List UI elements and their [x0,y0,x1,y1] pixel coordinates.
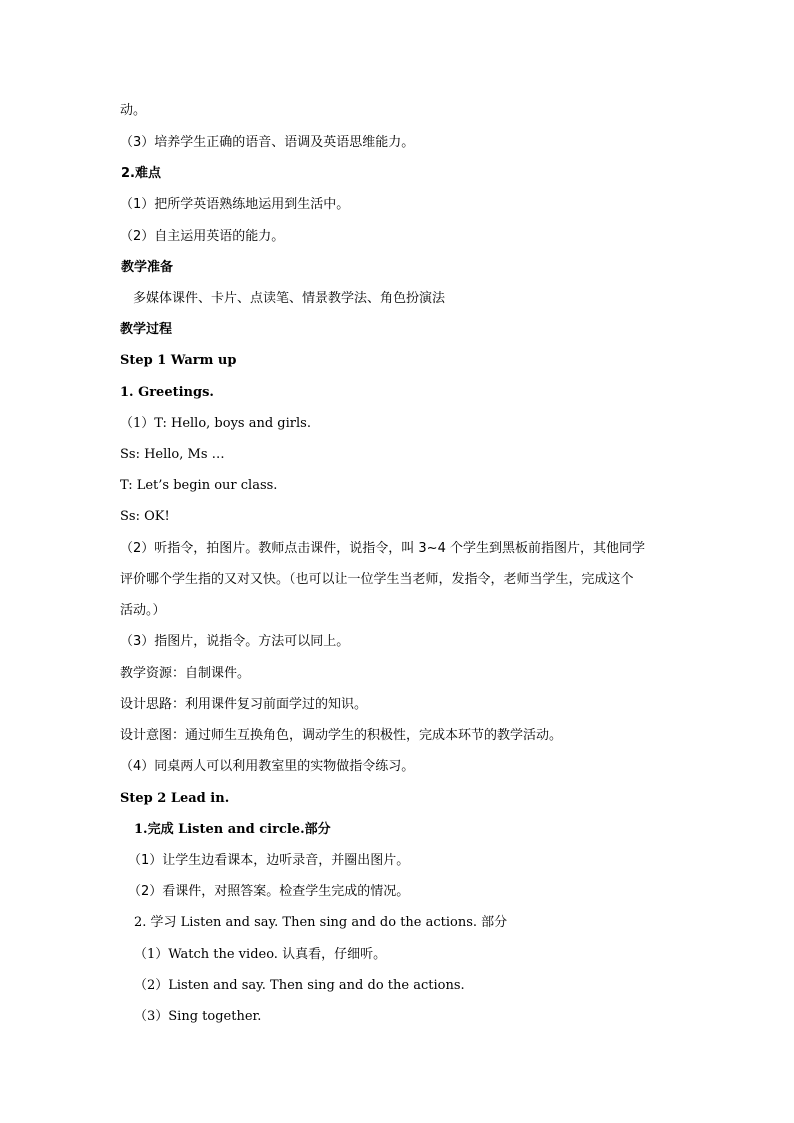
dialogue-line: Ss: Hello, Ms … [120,447,225,462]
text-line: 设计意图：通过师生互换角色，调动学生的积极性，完成本环节的教学活动。 [120,728,563,743]
text-line: 教学资源：自制课件。 [120,666,251,681]
dialogue-line: （1）T: Hello, boys and girls. [120,416,311,431]
dialogue-line: Ss: OK! [120,509,170,524]
subheading: 1.完成 Listen and circle.部分 [134,822,331,837]
text-line: （3）培养学生正确的语音、语调及英语思维能力。 [120,135,415,150]
text-line: （4）同桌两人可以利用教室里的实物做指令练习。 [120,759,415,774]
text-line: （2）自主运用英语的能力。 [120,229,285,244]
text-line: （2）看课件，对照答案。检查学生完成的情况。 [128,884,410,899]
text-line: 评价哪个学生指的又对又快。（也可以让一位学生当老师，发指令，老师当学生，完成这个 [120,572,634,587]
step-heading: Step 1 Warm up [120,353,237,368]
section-heading: 教学过程 [120,322,173,337]
text-line: （3）指图片，说指令。方法可以同上。 [120,634,350,649]
text-line: 设计思路：利用课件复习前面学过的知识。 [120,697,368,712]
step-heading: Step 2 Lead in. [120,791,230,806]
text-line: 活动。） [120,603,166,618]
section-heading: 教学准备 [121,260,174,275]
text-line: （1）让学生边看课本，边听录音，并圈出图片。 [128,853,410,868]
text-line: （1）Watch the video. 认真看，仔细听。 [134,947,387,962]
text-line: 多媒体课件、卡片、点读笔、情景教学法、角色扮演法 [133,291,446,306]
text-line: 动。 [120,103,147,118]
text-line: 2. 学习 Listen and say. Then sing and do the actions. 部分 [134,915,508,930]
section-heading: 2.难点 [121,166,161,181]
text-line: （1）把所学英语熟练地运用到生活中。 [120,197,350,212]
text-line: （2）Listen and say. Then sing and do the actions. [134,978,465,993]
text-line: （2）听指令，拍图片。教师点击课件，说指令，叫 3~4 个学生到黑板前指图片，其他同学 [120,541,645,556]
dialogue-line: T: Let’s begin our class. [120,478,278,493]
text-line: （3）Sing together. [134,1009,262,1024]
subheading: 1. Greetings. [120,385,214,400]
